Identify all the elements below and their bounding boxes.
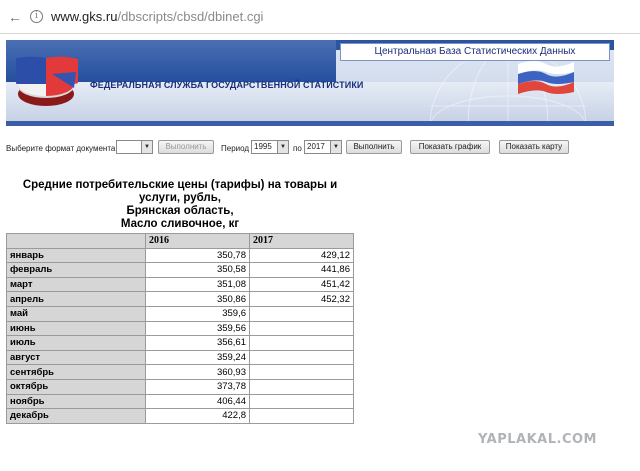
value-2017-cell: [250, 409, 354, 424]
period-to-value: 2017: [307, 142, 325, 151]
value-2017-cell: [250, 394, 354, 409]
value-2017-cell: [250, 379, 354, 394]
report-title-line: Брянская область,: [126, 205, 234, 217]
show-chart-button[interactable]: Показать график: [410, 140, 490, 154]
dropdown-arrow-icon: ▼: [277, 141, 288, 153]
watermark: YAPLAKAL.COM: [478, 432, 597, 447]
month-cell: ноябрь: [7, 394, 146, 409]
report-title-line: услуги, рубль,: [139, 192, 221, 204]
value-2017-cell: [250, 365, 354, 380]
month-cell: май: [7, 306, 146, 321]
value-2016-cell: 350,78: [146, 248, 250, 263]
value-2016-cell: 359,56: [146, 321, 250, 336]
flag-icon: [516, 58, 576, 98]
value-2016-cell: 359,24: [146, 350, 250, 365]
show-map-button[interactable]: Показать карту: [499, 140, 569, 154]
month-cell: февраль: [7, 263, 146, 278]
value-2017-cell: [250, 350, 354, 365]
table-row: [7, 365, 354, 380]
price-table: [6, 233, 354, 424]
table-row: [7, 321, 354, 336]
dropdown-arrow-icon: ▼: [330, 141, 341, 153]
table-row: [7, 409, 354, 424]
site-banner: [6, 40, 614, 126]
value-2016-cell: 406,44: [146, 394, 250, 409]
execute-format-button[interactable]: Выполнить: [158, 140, 214, 154]
month-cell: август: [7, 350, 146, 365]
month-cell: октябрь: [7, 379, 146, 394]
period-from-select[interactable]: [251, 140, 289, 154]
value-2016-cell: 373,78: [146, 379, 250, 394]
url-path: /dbscripts/cbsd/dbinet.cgi: [117, 9, 264, 24]
table-row: [7, 394, 354, 409]
table-row: [7, 336, 354, 351]
format-label: Выберите формат документа: [6, 144, 116, 153]
dropdown-arrow-icon: ▼: [141, 141, 152, 153]
table-header-row: [7, 234, 354, 249]
table-row: [7, 350, 354, 365]
banner-bottom-bar: [6, 121, 614, 126]
browser-address-bar: [0, 0, 640, 34]
table-row: [7, 292, 354, 307]
column-header: [7, 234, 146, 249]
value-2017-cell: [250, 336, 354, 351]
column-header: 2017: [250, 234, 354, 249]
back-arrow-icon[interactable]: ←: [8, 9, 22, 25]
value-2017-cell: [250, 306, 354, 321]
url-host: www.gks.ru: [51, 9, 118, 24]
table-row: [7, 306, 354, 321]
period-to-label: по: [293, 144, 302, 153]
month-cell: июнь: [7, 321, 146, 336]
table-row: [7, 248, 354, 263]
banner-subtitle: Центральная База Статистических Данных: [340, 43, 610, 61]
report-controls: [6, 140, 636, 158]
value-2016-cell: 360,93: [146, 365, 250, 380]
value-2017-cell: [250, 321, 354, 336]
table-row: [7, 263, 354, 278]
value-2017-cell: 451,42: [250, 277, 354, 292]
value-2017-cell: 429,12: [250, 248, 354, 263]
month-cell: июль: [7, 336, 146, 351]
format-select[interactable]: [116, 140, 153, 154]
banner-title: ФЕДЕРАЛЬНАЯ СЛУЖБА ГОСУДАРСТВЕННОЙ СТАТИСТИКИ: [90, 80, 364, 90]
value-2016-cell: 351,08: [146, 277, 250, 292]
report-title-line: Масло сливочное, кг: [120, 218, 240, 230]
month-cell: март: [7, 277, 146, 292]
report-title-line: Средние потребительские цены (тарифы) на товары и: [22, 179, 338, 191]
report-title: [6, 179, 354, 231]
month-cell: январь: [7, 248, 146, 263]
value-2016-cell: 350,86: [146, 292, 250, 307]
value-2017-cell: 452,32: [250, 292, 354, 307]
month-cell: сентябрь: [7, 365, 146, 380]
period-from-value: 1995: [254, 142, 272, 151]
value-2016-cell: 356,61: [146, 336, 250, 351]
month-cell: декабрь: [7, 409, 146, 424]
column-header: 2016: [146, 234, 250, 249]
period-label: Период: [221, 144, 250, 153]
period-to-select[interactable]: [304, 140, 342, 154]
execute-button[interactable]: Выполнить: [346, 140, 402, 154]
month-cell: апрель: [7, 292, 146, 307]
value-2017-cell: 441,86: [250, 263, 354, 278]
value-2016-cell: 359,6: [146, 306, 250, 321]
pie-chart-logo-icon: [16, 54, 78, 112]
site-info-icon[interactable]: i: [30, 10, 43, 23]
value-2016-cell: 350,58: [146, 263, 250, 278]
value-2016-cell: 422,8: [146, 409, 250, 424]
table-row: [7, 379, 354, 394]
url-text[interactable]: [51, 9, 263, 24]
table-row: [7, 277, 354, 292]
